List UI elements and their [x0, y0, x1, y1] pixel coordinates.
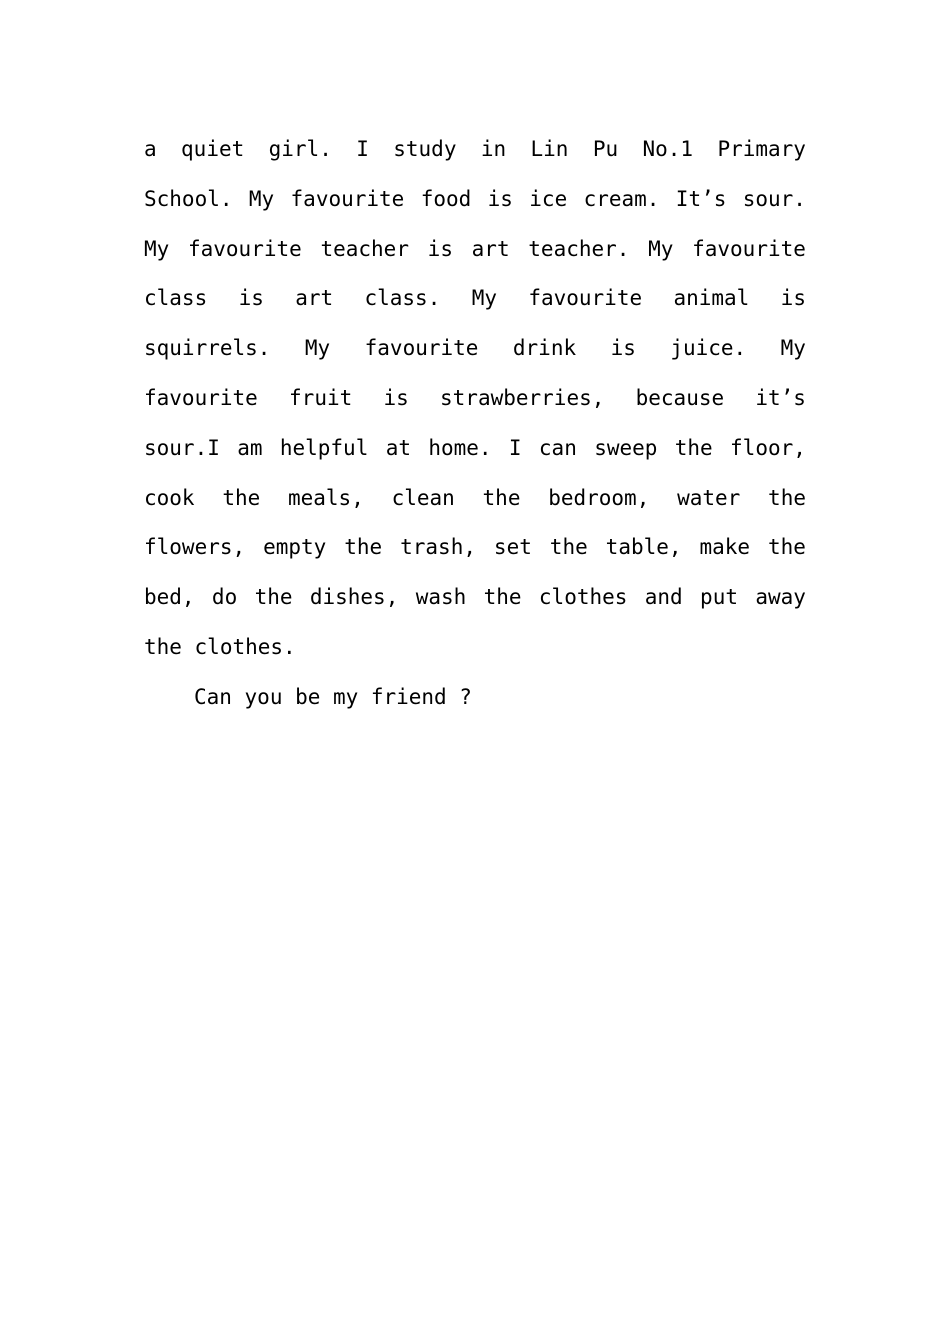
word: ? [459, 684, 472, 709]
word: the [767, 535, 806, 560]
word: is [487, 186, 513, 211]
word: My [471, 286, 497, 311]
paragraph-line [144, 424, 806, 474]
word: in [480, 137, 507, 161]
word: favourite [144, 385, 258, 410]
word: art [295, 286, 334, 311]
paragraph-line [144, 324, 806, 374]
word: study [393, 137, 457, 161]
paragraph-line [144, 573, 806, 623]
word: dishes, [309, 585, 399, 610]
word: a [144, 137, 157, 161]
word: you [244, 684, 283, 709]
word: drink [512, 336, 577, 361]
word: No.1 [642, 137, 694, 161]
word: the [222, 485, 261, 510]
word: juice. [670, 336, 747, 361]
word: flowers, [144, 535, 246, 560]
word: is [383, 385, 409, 410]
word: clothes. [194, 634, 296, 659]
paragraph-line [144, 623, 806, 673]
word: sour.I [144, 435, 220, 460]
word: favourite [290, 186, 405, 211]
word: the [482, 485, 521, 510]
paragraph-line [144, 474, 806, 524]
word: cook [144, 485, 195, 510]
word: am [237, 435, 263, 460]
body-text [144, 125, 806, 723]
word: food [420, 186, 472, 211]
word: the [549, 535, 588, 560]
word: art [471, 236, 510, 261]
word: trash, [400, 535, 476, 560]
word: Can [194, 684, 232, 709]
word: My [648, 236, 674, 261]
word: fruit [289, 385, 353, 410]
word: can [538, 435, 577, 460]
word: favourite [364, 336, 479, 361]
word: Lin [530, 137, 569, 161]
paragraph-line [144, 225, 806, 275]
word: the [768, 485, 806, 510]
word: I [356, 137, 369, 161]
word: the [674, 435, 713, 460]
word: is [427, 236, 453, 261]
paragraph-line [144, 523, 806, 573]
word: friend [370, 684, 447, 709]
word: is [610, 336, 636, 361]
word: cream. [583, 186, 660, 211]
word: do [211, 585, 238, 610]
word: Primary [717, 137, 806, 161]
word: quiet [181, 137, 245, 161]
paragraph-line [144, 175, 806, 225]
word: table, [605, 535, 682, 560]
paragraph-line [144, 125, 806, 175]
word: the [344, 535, 383, 560]
word: bed, [144, 585, 195, 610]
word: bedroom, [548, 485, 650, 510]
word: the [144, 634, 182, 659]
word: make [699, 535, 751, 560]
word: strawberries, [440, 385, 605, 410]
word: sweep [594, 435, 658, 460]
word: and [644, 585, 683, 610]
word: set [493, 535, 532, 560]
word: it’s [755, 385, 806, 410]
word: is [238, 286, 264, 311]
word: meals, [287, 485, 364, 510]
word: I [508, 435, 522, 460]
word: put [700, 585, 738, 610]
word: sour. [742, 186, 806, 211]
word: girl. [268, 137, 332, 161]
word: It’s [675, 186, 727, 211]
word: the [483, 585, 522, 610]
word: ice [529, 186, 568, 211]
word: floor, [730, 435, 806, 460]
word: is [780, 286, 806, 311]
word: favourite [528, 286, 643, 311]
word: My [144, 236, 170, 261]
word: animal [673, 286, 750, 311]
word: at [385, 435, 411, 460]
word: School. [144, 186, 233, 211]
word: wash [415, 585, 467, 610]
word: teacher [320, 236, 409, 261]
paragraph-line [144, 374, 806, 424]
word: water [677, 485, 741, 510]
word: squirrels. [144, 336, 271, 361]
word: be [295, 684, 321, 709]
word: helpful [279, 435, 369, 460]
closing-question [144, 673, 806, 723]
word: home. [428, 435, 492, 460]
word: My [304, 336, 331, 361]
word: favourite [187, 236, 302, 261]
word: the [254, 585, 293, 610]
word: My [248, 186, 275, 211]
word: My [780, 336, 806, 361]
word: favourite [692, 236, 806, 261]
word: because [635, 385, 725, 410]
word: away [755, 585, 806, 610]
word: my [332, 684, 359, 709]
word: clean [391, 485, 455, 510]
word: clothes [538, 585, 628, 610]
word: teacher. [528, 236, 630, 261]
paragraph-line [144, 274, 806, 324]
word: Pu [592, 137, 619, 161]
word: empty [263, 535, 327, 560]
word: class [144, 286, 208, 311]
word: class. [364, 286, 441, 311]
